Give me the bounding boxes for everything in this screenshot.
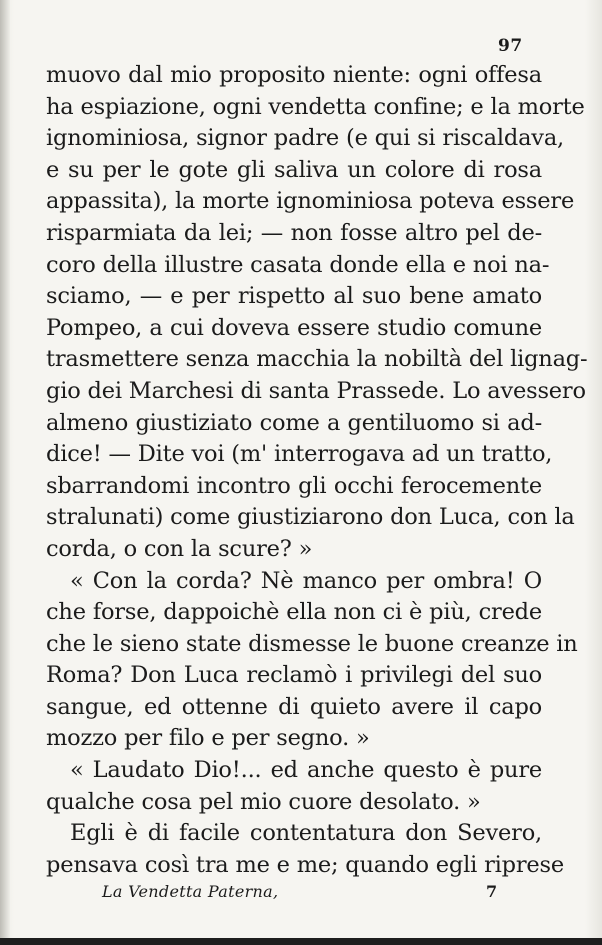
text-line: trasmettere senza macchia la nobiltà del lignag- — [46, 346, 588, 373]
text-line: muovo dal mio proposito niente: ogni offesa — [46, 62, 542, 88]
text-line: « Laudato Dio!... ed anche questo è pure — [70, 757, 542, 784]
text-line: « Con la corda? Nè manco per ombra! O — [70, 567, 542, 594]
text-line: che forse, dappoichè ella non ci è più, crede — [46, 599, 542, 626]
body-text — [46, 60, 588, 881]
text-line: qualche cosa pel mio cuore desolato. » — [46, 788, 481, 815]
text-line: e su per le gote gli saliva un colore di rosa — [46, 156, 542, 183]
scan-edge — [0, 938, 602, 945]
running-footer-title: La Vendetta Paterna, — [102, 882, 279, 901]
text-line: coro della illustre casata donde ella e noi na- — [46, 251, 550, 278]
text-line: mozzo per filo e per segno. » — [46, 725, 370, 752]
page-spine-shadow — [0, 0, 10, 945]
text-line: ha espiazione, ogni vendetta confine; e la morte — [46, 93, 585, 120]
text-line: dice! — Dite voi (m' interrogava ad un tratto, — [46, 441, 553, 468]
text-line: Roma? Don Luca reclamò i privilegi del suo — [46, 662, 542, 689]
text-line: corda, o con la scure? » — [46, 535, 313, 562]
text-line: Egli è di facile contentatura don Severo, — [70, 820, 542, 847]
text-line: sangue, ed ottenne di quieto avere il capo — [46, 693, 542, 720]
text-line: appassita), la morte ignominiosa poteva essere — [46, 188, 575, 215]
text-line: risparmiata da lei; — non fosse altro pel de- — [46, 219, 542, 246]
signature-mark: 7 — [486, 882, 498, 901]
text-line: sbarrandomi incontro gli occhi ferocemente — [46, 472, 542, 499]
text-line: gio dei Marchesi di santa Prassede. Lo avessero — [46, 377, 586, 404]
text-line: almeno giustiziato come a gentiluomo si ad- — [46, 409, 542, 436]
text-line: che le sieno state dismesse le buone creanze in — [46, 630, 578, 657]
text-line: sciamo, — e per rispetto al suo bene amato — [46, 283, 542, 310]
text-line: ignominiosa, signor padre (e qui si riscaldava, — [46, 125, 564, 152]
page-number: 97 — [498, 36, 523, 56]
text-line: stralunati) come giustiziarono don Luca, con la — [46, 504, 575, 531]
text-line: pensava così tra me e me; quando egli riprese — [46, 851, 564, 878]
text-line: Pompeo, a cui doveva essere studio comune — [46, 314, 542, 341]
